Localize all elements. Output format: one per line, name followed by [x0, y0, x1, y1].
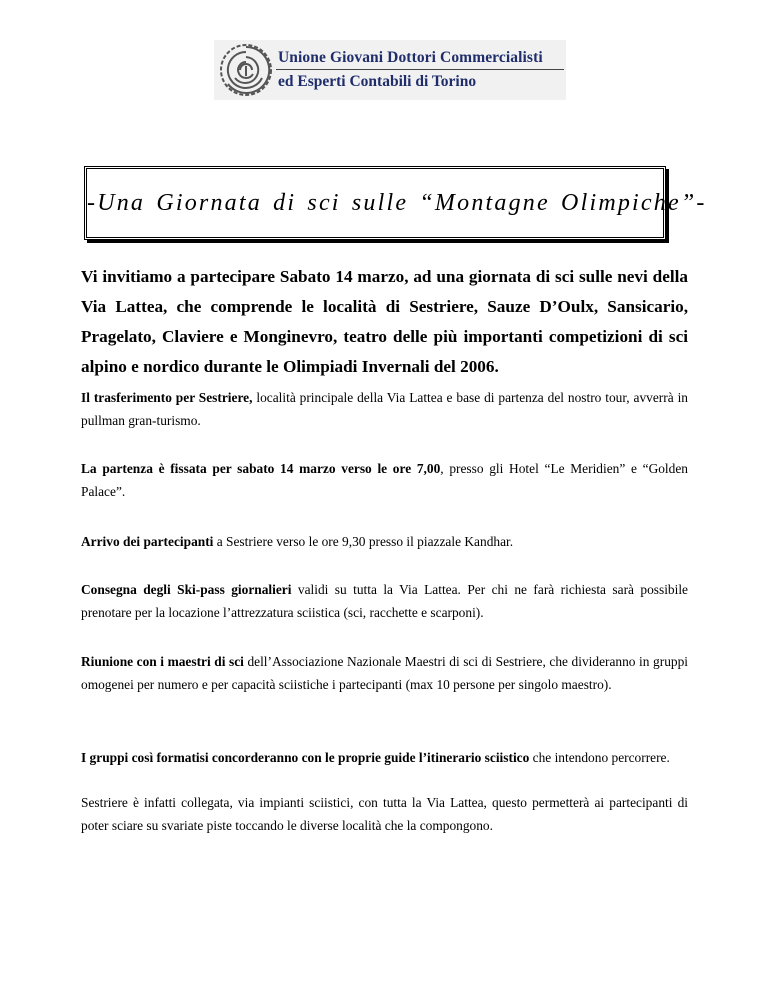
paragraph-body: , presso gli Hotel “Le Meridien” e “Golden Palace”.: [81, 461, 688, 499]
paragraph-body: a Sestriere verso le ore 9,30 presso il piazzale Kandhar.: [213, 534, 514, 549]
paragraph-lead: Arrivo dei partecipanti: [81, 534, 214, 549]
letterhead-rule: [276, 69, 564, 70]
intro-paragraph: Vi invitiamo a partecipare Sabato 14 marzo, ad una giornata di sci sulle nevi della Via Lattea, che comprende le località di Sestriere, Sauze D’Oulx, Sansicario, Pragelato, Claviere e Monginevro, teatro delle più importanti competizioni di sci alpino e nordico durante le Olimpiadi Invernali del 2006.: [81, 267, 688, 376]
organization-subtitle: ed Esperti Contabili di Torino: [278, 73, 477, 90]
paragraph-lead: Consegna degli Ski-pass giornalieri: [81, 582, 292, 597]
letterhead: [214, 40, 566, 100]
paragraph-arrival: [81, 531, 688, 554]
paragraph-lead: I gruppi così formatisi concorderanno con le proprie guide l’itinerario sciistico: [81, 750, 530, 765]
paragraph-sestriere: [81, 792, 688, 837]
page-title: -Una Giornata di sci sulle “Montagne Olimpiche”-: [87, 190, 707, 216]
paragraph-body: che intendono percorrere.: [529, 750, 670, 765]
paragraph-skipass: [81, 579, 688, 624]
paragraph-body: validi su tutta la Via Lattea. Per chi ne farà richiesta sarà possibile prenotare per la locazione l’attrezzatura sciistica (sci, racchette e scarponi).: [81, 582, 688, 620]
paragraph-body: Sestriere è infatti collegata, via impianti sciistici, con tutta la Via Lattea, questo permetterà ai partecipanti di poter sciare su svariate piste toccando le diverse località che la compongono.: [81, 795, 688, 833]
paragraph-departure: [81, 458, 688, 503]
paragraph-body: località principale della Via Lattea e base di partenza del nostro tour, avverrà in pullman gran-turismo.: [81, 390, 688, 428]
paragraph-transfer: [81, 387, 688, 432]
paragraph-lead: Riunione con i maestri di sci: [81, 654, 244, 669]
title-box: [84, 166, 707, 240]
organization-name: Unione Giovani Dottori Commercialisti: [278, 49, 543, 66]
paragraph-lead: La partenza è fissata per sabato 14 marzo verso le ore 7,00: [81, 461, 441, 476]
paragraph-groups: [81, 747, 688, 770]
paragraph-lead: Il trasferimento per Sestriere,: [81, 390, 253, 405]
labyrinth-logo-icon: [218, 42, 274, 98]
paragraph-instructors: [81, 651, 688, 696]
paragraph-body: dell’Associazione Nazionale Maestri di sci di Sestriere, che divideranno in gruppi omogenei per numero e per capacità sciistiche i partecipanti (max 10 persone per singolo maestro).: [81, 654, 688, 692]
